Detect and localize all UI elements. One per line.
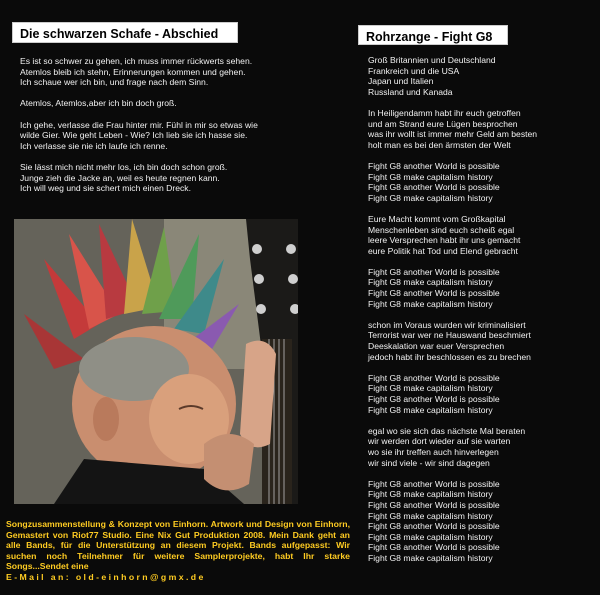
right-song-line [368,97,598,108]
right-song-line: Terrorist war wer ne Hauswand beschmiert [368,330,531,341]
right-song-line: Fight G8 make capitalism history [368,277,493,288]
right-song-line: Fight G8 make capitalism history [368,552,493,563]
right-song-line [368,468,598,479]
right-song-line: Frankreich und die USA [368,65,460,76]
right-song-line: Fight G8 make capitalism history [368,404,493,415]
right-song-line: Fight G8 another World is possible [368,521,500,532]
right-song-line: Fight G8 another World is possible [368,542,500,553]
left-song-line [20,88,340,99]
right-song-line [368,203,598,214]
left-song-line: Ich verlasse sie nie ich laufe ich renne. [20,140,168,151]
left-song-line: Atemlos, Atemlos,aber ich bin doch groß. [20,98,177,109]
right-song-line: In Heiligendamm habt ihr euch getroffen [368,107,521,118]
left-song-line: Atemlos bleib ich stehn, Erinnerungen kommen und gehen. [20,66,246,77]
credits-email-line: E-Mail an: old-einhorn@gmx.de [6,571,206,582]
left-song-line: wilde Gier. Wie geht Leben - Wie? Ich lieb sie ich hasse sie. [20,130,248,141]
right-song-line: Fight G8 make capitalism history [368,298,493,309]
right-song-line [368,256,598,267]
punk-mohawk-photo [14,219,298,504]
left-song-line [20,151,340,162]
right-song-line: Japan und Italien [368,76,434,87]
right-song-line: Fight G8 another World is possible [368,372,500,383]
right-song-line: Fight G8 make capitalism history [368,510,493,521]
right-song-line: Fight G8 make capitalism history [368,383,493,394]
right-song-line: eure Politik hat Tod und Elend gebracht [368,245,518,256]
right-song-line: Groß Britannien und Deutschland [368,55,496,65]
right-song-line: wir sind viele - wir sind dagegen [368,457,490,468]
right-song-line: wo sie ihr treffen auch hinverlegen [368,446,499,457]
right-song-line: Fight G8 another World is possible [368,478,500,489]
right-song-line: Fight G8 make capitalism history [368,171,493,182]
right-song-line: Fight G8 make capitalism history [368,489,493,500]
right-song-line: Fight G8 make capitalism history [368,192,493,203]
right-song-line: egal wo sie sich das nächste Mal beraten [368,425,526,436]
left-song-line: Sie lässt mich nicht mehr los, ich bin doch schon groß. [20,161,228,172]
left-song-lyrics [20,56,340,194]
left-song-line: Ich will weg und sie schert mich einen Dreck. [20,183,191,194]
right-song-line: Russland und Kanada [368,86,453,97]
right-song-line: was ihr wollt ist immer mehr Geld am besten [368,129,538,140]
right-song-line: Fight G8 another World is possible [368,499,500,510]
right-song-line: Fight G8 make capitalism history [368,531,493,542]
right-song-line: jedoch habt ihr beschlossen es zu brechen [368,351,531,362]
right-song-line [368,309,598,320]
right-song-line [368,415,598,426]
right-song-line: leere Versprechen habt ihr uns gemacht [368,235,521,246]
right-song-line: Eure Macht kommt vom Großkapital [368,213,506,224]
right-song-line: und am Strand eure Lügen besprochen [368,118,518,129]
right-song-line: holt man es bei den ärmsten der Welt [368,139,511,150]
credits-text [6,519,350,583]
right-song-lyrics [368,55,598,564]
right-song-line: Fight G8 another World is possible [368,160,500,171]
right-song-line: Fight G8 another World is possible [368,182,500,193]
right-song-line: schon im Voraus wurden wir kriminalisiert [368,319,526,330]
right-song-line: Menschenleben sind euch scheiß egal [368,224,515,235]
left-song-line: Junge zieh die Jacke an, weil es heute regnen kann. [20,172,220,183]
right-song-line [368,362,598,373]
left-song-title: Die schwarzen Schafe - Abschied [12,22,238,43]
left-song-line [20,109,340,120]
right-song-line: Fight G8 another World is possible [368,394,500,404]
right-song-line: wir werden dort wieder auf sie warten [368,436,511,447]
left-song-line: Ich gehe, verlasse die Frau hinter mir. Fühl in mir so etwas wie [20,119,258,130]
right-song-line: Fight G8 another World is possible [368,288,500,299]
right-song-line: Deeskalation war euer Versprechen [368,341,505,352]
left-song-line: Es ist so schwer zu gehen, ich muss immer rückwerts sehen. [20,56,253,66]
credits-body: Songzusammenstellung & Konzept von Einhorn. Artwork und Design von Einhorn, Gemastert von Riot77 Studio. Eine Nix Gut Produktion 2008. Mein Dank geht an alle Bands, für die Unterstützung an diesem Projekt. Bands aufgepasst: Wir suchen noch Teilnehmer für weitere Samplerprojekte, habt Ihr starke Songs...Sendet eine [6,519,350,572]
right-song-line: Fight G8 another World is possible [368,266,500,277]
right-song-title: Rohrzange - Fight G8 [358,25,508,45]
left-song-line: Ich schaue wer ich bin, und frage nach dem Sinn. [20,77,209,88]
right-song-line [368,150,598,161]
